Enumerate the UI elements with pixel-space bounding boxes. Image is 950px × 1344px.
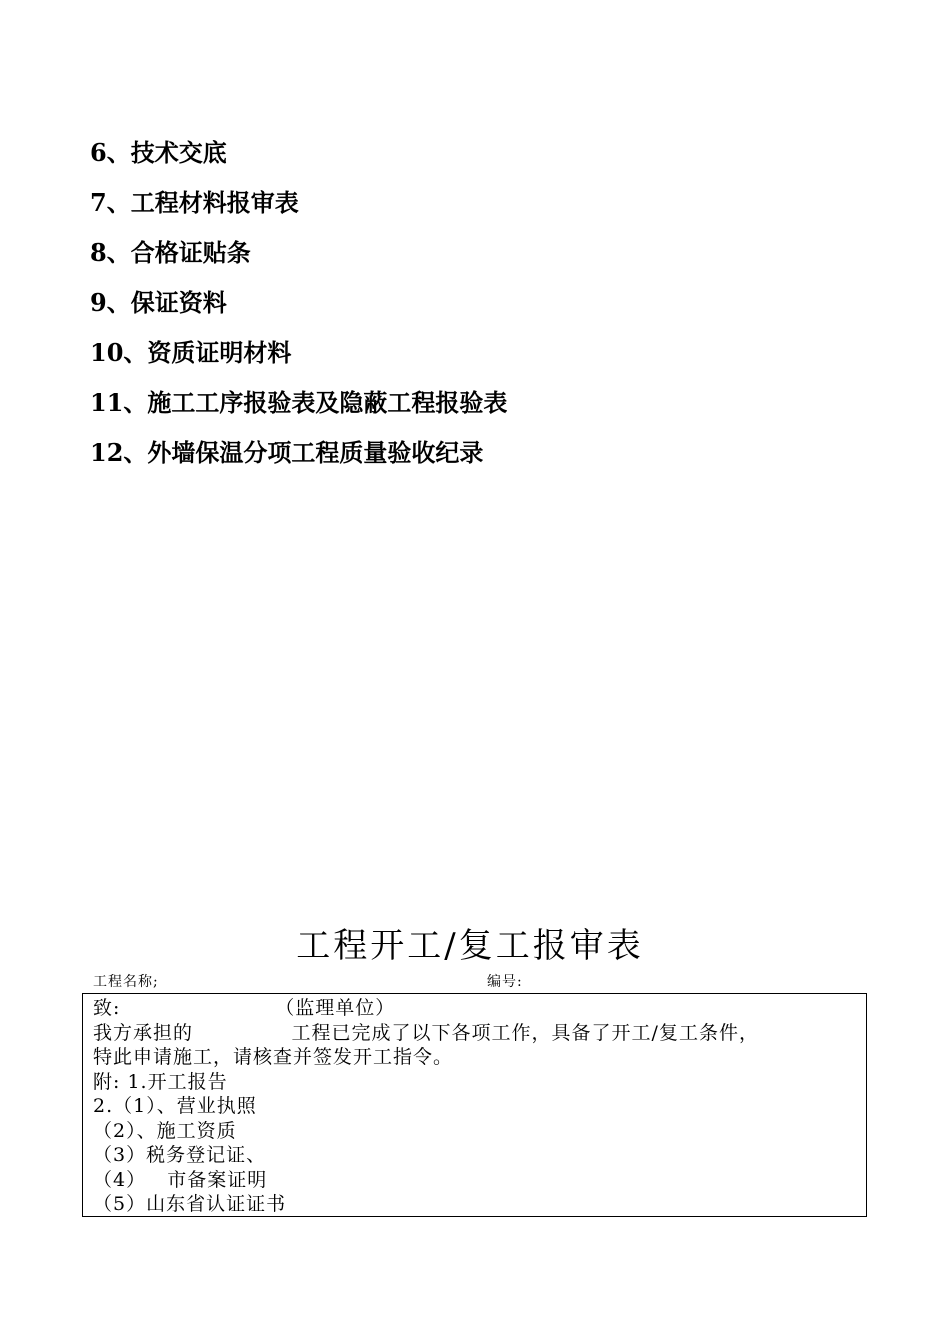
form-line: （4） 市备案证明: [93, 1168, 268, 1191]
list-item: 6、技术交底: [90, 138, 227, 167]
list-item: 7、工程材料报审表: [90, 188, 299, 217]
form-line: 2.（1）、营业执照: [93, 1095, 257, 1117]
form-title: 工程开工/复工报审表: [296, 926, 644, 966]
form-line: （3）税务登记证、: [93, 1144, 267, 1166]
form-body-box: [82, 993, 867, 1217]
form-line: 致: （监理单位）: [93, 997, 396, 1019]
list-item: 10、资质证明材料: [90, 338, 292, 367]
list-item: 9、保证资料: [90, 288, 227, 317]
form-line: 我方承担的 工程已完成了以下各项工作，具备了开工/复工条件，: [93, 1021, 759, 1044]
document-list: [90, 128, 507, 478]
form-line: （5）山东省认证证书: [93, 1193, 287, 1215]
number-label: 编号:: [487, 974, 523, 990]
form-line: 特此申请施工，请核查并签发开工指令。: [93, 1046, 454, 1068]
form-line: 附: 1.开工报告: [93, 1070, 228, 1093]
form-line: （2）、施工资质: [93, 1119, 237, 1142]
list-item: 8、合格证贴条: [90, 238, 251, 267]
list-item: 11、施工工序报验表及隐蔽工程报验表: [90, 388, 508, 417]
project-name-label: 工程名称;: [93, 974, 159, 990]
list-item: 12、外墙保温分项工程质量验收纪录: [90, 438, 484, 467]
